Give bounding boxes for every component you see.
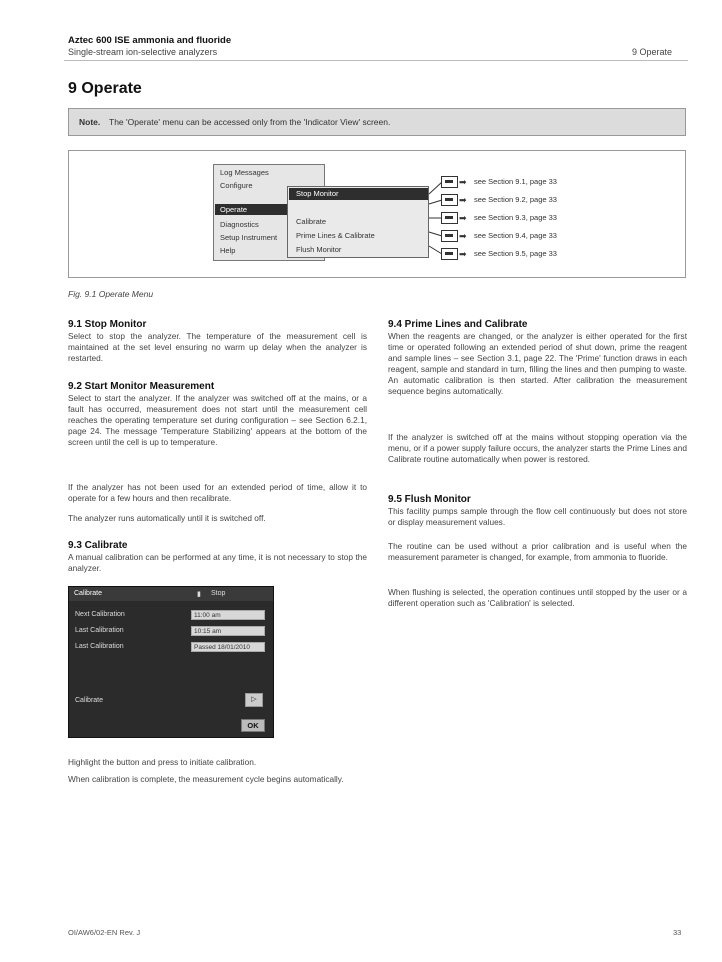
ref-text: see Section 9.1, page 33 — [474, 177, 557, 186]
section-text-9-2-b: If the analyzer has not been used for an extended period of time, allow it to operate for a few hours and then recalibrate. — [68, 482, 367, 503]
menu-item-log-messages[interactable]: Log Messages — [220, 168, 269, 177]
menu-item-configure[interactable]: Configure — [220, 181, 253, 190]
row-value: Passed 18/01/2010 — [191, 642, 265, 652]
section-text-9-3: A manual calibration can be performed at any time, it is not necessary to stop the analyzer. — [68, 552, 367, 573]
submenu-flush-monitor[interactable]: Flush Monitor — [296, 245, 342, 254]
ref-text: see Section 9.4, page 33 — [474, 231, 557, 240]
ref-text: see Section 9.3, page 33 — [474, 213, 557, 222]
section-heading-9-1: 9.1 Stop Monitor — [68, 319, 147, 330]
enter-key-icon — [441, 230, 458, 242]
section-text-9-4-b: If the analyzer is switched off at the mains without stopping operation via the menu, or if a power supply failure occurs, the analyzer starts the Prime Lines and Calibrate routine automatically when power is restored. — [388, 432, 687, 464]
row-label: Next Calibration — [75, 611, 125, 618]
enter-key-icon — [441, 248, 458, 260]
arrow-right-icon: ➡ — [459, 231, 467, 241]
section-text-9-4-a: When the reagents are changed, or the analyzer is either operated for the first time or operated following an extended period of shut down, prime the reagent and sample lines – see Section 3.1, page 22. The 'Prime' function draws in each reagent, sample and standard in turn, filling the lines and then pumping to waste. An automatic calibration is then started. After calibration the measurement sequence begins automatically. — [388, 331, 687, 396]
submenu-prime-lines-calibrate[interactable]: Prime Lines & Calibrate — [296, 231, 375, 240]
section-text-9-2-a: Select to start the analyzer. If the analyzer was switched off at the mains, or a fault has occurred, measurement does not start until the measurement cell reaches the operating temperature set during configuration – see Section 6.2.1, page 24. The message 'Temperature Stabilizing' appears at the bottom of the screen until the cell is up to temperature. — [68, 393, 367, 447]
section-text-9-2-c: The analyzer runs automatically until it is switched off. — [68, 513, 266, 523]
section-text-9-1: Select to stop the analyzer. The temperature of the measurement cell is maintained at the set level ensuring no warm up delay when the analyzer is restarted. — [68, 331, 367, 363]
figure-caption: Fig. 9.1 Operate Menu — [68, 289, 154, 299]
section-text-9-3-after-a: Highlight the button and press to initiate calibration. — [68, 757, 257, 767]
menu-item-help[interactable]: Help — [220, 246, 236, 255]
menu-item-operate[interactable]: Operate — [215, 204, 290, 215]
row-value: 11:00 am — [191, 610, 265, 620]
section-text-9-5-a: This facility pumps sample through the flow cell continuously but does not store or display measurement values. — [388, 506, 687, 527]
calibrate-label: Calibrate — [75, 697, 104, 704]
calibrate-screen-status: Stop — [211, 590, 226, 597]
section-heading-9-2: 9.2 Start Monitor Measurement — [68, 381, 215, 392]
menu-item-setup-instrument[interactable]: Setup Instrument — [220, 233, 278, 242]
calibrate-screen-status-icon: ▮ — [197, 591, 201, 598]
document-title: Aztec 600 ISE ammonia and fluoride — [68, 35, 232, 46]
submenu-calibrate[interactable]: Calibrate — [296, 217, 327, 226]
header-section-label: 9 Operate — [632, 47, 673, 57]
submenu-stop-monitor[interactable]: Stop Monitor — [289, 188, 428, 200]
section-heading-9-5: 9.5 Flush Monitor — [388, 494, 471, 505]
section-heading-9-4: 9.4 Prime Lines and Calibrate — [388, 319, 528, 330]
enter-key-icon — [441, 194, 458, 206]
row-value: 10:15 am — [191, 626, 265, 636]
section-text-9-5-c: When flushing is selected, the operation continues until stopped by the user or a different operation such as 'Calibration' is selected. — [388, 587, 687, 608]
enter-key-icon — [441, 176, 458, 188]
arrow-right-icon: ➡ — [459, 249, 467, 259]
calibrate-screen — [68, 586, 274, 738]
arrow-right-icon: ➡ — [459, 195, 467, 205]
enter-key-icon — [441, 212, 458, 224]
arrow-right-icon: ➡ — [459, 213, 467, 223]
note-label: Note. — [79, 117, 101, 127]
arrow-right-icon: ➡ — [459, 177, 467, 187]
page-number: 33 — [673, 928, 682, 937]
ref-text: see Section 9.5, page 33 — [474, 249, 557, 258]
section-heading-9-3: 9.3 Calibrate — [68, 540, 128, 551]
row-label: Last Calibration — [75, 627, 124, 634]
note-text: The 'Operate' menu can be accessed only from the 'Indicator View' screen. — [109, 117, 391, 127]
section-text-9-3-after-b: When calibration is complete, the measurement cycle begins automatically. — [68, 774, 344, 784]
ok-button[interactable]: OK — [241, 719, 265, 732]
document-subtitle: Single-stream ion-selective analyzers — [68, 47, 218, 57]
menu-item-diagnostics[interactable]: Diagnostics — [220, 220, 259, 229]
calibrate-screen-title: Calibrate — [74, 590, 103, 597]
note-box — [68, 108, 686, 136]
page-heading: 9 Operate — [68, 80, 142, 97]
footer-doc-id: OI/AW6/02-EN Rev. J — [68, 928, 141, 937]
header-rule — [64, 60, 688, 61]
calibrate-start-button[interactable]: ▷ — [245, 693, 263, 707]
ref-text: see Section 9.2, page 33 — [474, 195, 557, 204]
row-label: Last Calibration — [75, 643, 124, 650]
section-text-9-5-b: The routine can be used without a prior calibration and is useful when the measurement parameter is changed, for example, from ammonia to fluoride. — [388, 541, 687, 562]
operate-submenu — [287, 186, 429, 258]
